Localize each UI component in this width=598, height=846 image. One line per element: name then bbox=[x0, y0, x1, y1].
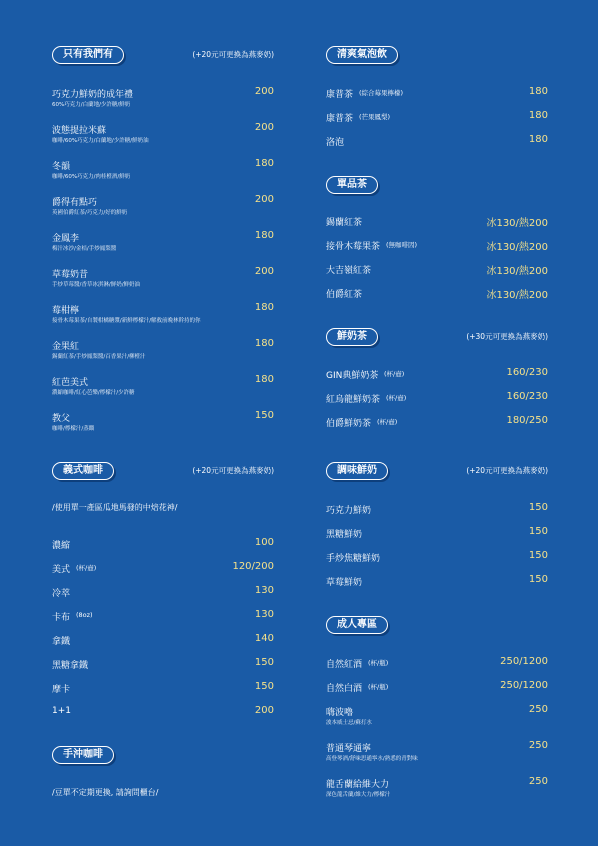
item-price: 200 bbox=[254, 194, 274, 205]
item-price: 160/230 bbox=[506, 391, 548, 402]
item-name: 黑糖拿鐵 bbox=[52, 661, 89, 671]
item-unit: (杯/壺) bbox=[386, 394, 407, 402]
item-description: 梅汁冰沙/金桔/手炒鳳梨醬 bbox=[52, 246, 117, 252]
item-description: 濃縮咖啡/紅心芭樂/檸檬汁/少許糖 bbox=[52, 390, 135, 396]
item-price: 150 bbox=[254, 410, 274, 421]
item-price: 160/230 bbox=[506, 367, 548, 378]
item-name: 濃縮 bbox=[52, 541, 71, 551]
item-name: 錫蘭紅茶 bbox=[326, 218, 363, 228]
item-price: 200 bbox=[254, 86, 274, 97]
item-name: 自然紅酒 bbox=[326, 660, 363, 670]
item-description: 波本威士忌/蘇打水 bbox=[326, 720, 372, 726]
item-price: 130 bbox=[254, 609, 274, 620]
item-price: 180 bbox=[528, 86, 548, 97]
item-name: 波態提拉米蘇 bbox=[52, 126, 107, 136]
item-price: 180 bbox=[254, 302, 274, 313]
item-name: 洛泡 bbox=[326, 138, 345, 148]
item-description: 接骨木莓果茶/自製柑橘糖漿/新鮮檸檬汁/解救前晚林幹持的你 bbox=[52, 318, 201, 324]
item-name: 龍舌蘭給維大力 bbox=[326, 780, 390, 790]
item-name: 黑糖鮮奶 bbox=[326, 530, 363, 540]
section-title: 只有我們有 bbox=[52, 46, 124, 64]
item-price: 200 bbox=[254, 266, 274, 277]
item-description: 英國伯爵紅茶/巧克力/好的鮮奶 bbox=[52, 210, 128, 216]
section-title: 清爽氣泡飲 bbox=[326, 46, 398, 64]
section-title: 單品茶 bbox=[326, 176, 378, 194]
section-pourover bbox=[52, 746, 274, 797]
section-only-us bbox=[52, 46, 274, 66]
item-name: 莓柑檸 bbox=[52, 306, 80, 316]
item-unit: (杯/壺) bbox=[384, 370, 405, 378]
item-description: 60%巧克力/白蘭地/少許糖/鮮奶 bbox=[52, 102, 131, 108]
item-name: 自然白酒 bbox=[326, 684, 363, 694]
item-price: 140 bbox=[254, 633, 274, 644]
item-price: 250 bbox=[528, 704, 548, 715]
item-description: 高登琴酒/舒味思通寧水/熟悉的青對味 bbox=[326, 756, 418, 762]
item-price: 180 bbox=[254, 374, 274, 385]
item-name: 伯爵鮮奶茶 bbox=[326, 419, 372, 429]
item-name: 康普茶 bbox=[326, 114, 354, 124]
item-price: 150 bbox=[528, 574, 548, 585]
item-price: 150 bbox=[254, 681, 274, 692]
item-price: 180 bbox=[528, 134, 548, 145]
item-description: 咖啡/60%巧克力/肉桂橙酒/鮮奶 bbox=[52, 174, 131, 180]
item-description: 錫蘭紅茶/手炒鳳梨醬/百香果汁/柳橙汁 bbox=[52, 354, 146, 360]
item-name: 普通琴通寧 bbox=[326, 744, 372, 754]
section-title: 調味鮮奶 bbox=[326, 462, 388, 480]
item-unit: (綜合莓果檸檬) bbox=[359, 89, 404, 97]
item-unit: (芒果鳳梨) bbox=[359, 113, 391, 121]
item-name: 美式 bbox=[52, 565, 71, 575]
item-price: 冰130/熱200 bbox=[486, 266, 548, 277]
item-price: 150 bbox=[528, 502, 548, 513]
item-name: 1+1 bbox=[52, 706, 71, 716]
item-price: 冰130/熱200 bbox=[486, 218, 548, 229]
item-price: 200 bbox=[254, 122, 274, 133]
item-name: 紅芭美式 bbox=[52, 378, 89, 388]
item-name: 大吉嶺紅茶 bbox=[326, 266, 372, 276]
item-name: 卡布 bbox=[52, 613, 71, 623]
item-price: 200 bbox=[254, 705, 274, 716]
item-name: 巧克力鮮奶的成年禮 bbox=[52, 90, 134, 100]
item-unit: (杯/瓶) bbox=[368, 659, 389, 667]
item-description: 深色龍舌蘭/維大力/檸檬汁 bbox=[326, 792, 391, 798]
item-price: 180/250 bbox=[506, 415, 548, 426]
item-name: 冷萃 bbox=[52, 589, 71, 599]
section-note: (+20元可更換為燕麥奶) bbox=[192, 50, 274, 59]
section-italian-coffee bbox=[52, 462, 274, 512]
item-description: 咖啡/檸檬汁/蒸餾 bbox=[52, 426, 95, 432]
item-name: 紅烏龍鮮奶茶 bbox=[326, 395, 381, 405]
item-price: 150 bbox=[528, 526, 548, 537]
item-name: 金鳳李 bbox=[52, 234, 80, 244]
item-name: 教父 bbox=[52, 414, 71, 424]
section-adult bbox=[326, 616, 548, 636]
item-name: 拿鐵 bbox=[52, 637, 71, 647]
item-price: 250 bbox=[528, 740, 548, 751]
item-name: 冬韻 bbox=[52, 162, 71, 172]
section-note: (+20元可更換為燕麥奶) bbox=[192, 466, 274, 475]
item-price: 冰130/熱200 bbox=[486, 290, 548, 301]
item-name: 草莓奶昔 bbox=[52, 270, 89, 280]
item-name: 嗨波嚕 bbox=[326, 708, 354, 718]
item-unit: (杯/壺) bbox=[377, 418, 398, 426]
item-price: 250 bbox=[528, 776, 548, 787]
item-name: 巧克力鮮奶 bbox=[326, 506, 372, 516]
section-sparkling bbox=[326, 46, 548, 66]
section-title: 鮮奶茶 bbox=[326, 328, 378, 346]
item-unit: (杯/壺) bbox=[76, 564, 97, 572]
item-name: 摩卡 bbox=[52, 685, 71, 695]
section-subnote: /使用單一產區瓜地馬發的中焙花神/ bbox=[52, 503, 178, 512]
item-name: 伯爵紅茶 bbox=[326, 290, 363, 300]
item-name: 金果紅 bbox=[52, 342, 80, 352]
item-description: 手炒草莓醬/香草冰淇淋/鮮奶/鮮奶油 bbox=[52, 282, 141, 288]
item-price: 130 bbox=[254, 585, 274, 596]
section-title: 手沖咖啡 bbox=[52, 746, 114, 764]
section-flavored-milk bbox=[326, 462, 548, 482]
item-unit: (杯/瓶) bbox=[368, 683, 389, 691]
item-price: 250/1200 bbox=[500, 680, 548, 691]
item-name: 草莓鮮奶 bbox=[326, 578, 363, 588]
item-price: 120/200 bbox=[232, 561, 274, 572]
section-tea bbox=[326, 176, 548, 196]
item-description: 咖啡/60%巧克力/白蘭地/少許糖/鮮奶油 bbox=[52, 138, 149, 144]
item-name: 手炒焦糖鮮奶 bbox=[326, 554, 381, 564]
item-unit: (8oz) bbox=[76, 611, 93, 619]
section-note: (+20元可更換為燕麥奶) bbox=[466, 466, 548, 475]
item-price: 180 bbox=[254, 338, 274, 349]
item-price: 180 bbox=[528, 110, 548, 121]
item-price: 180 bbox=[254, 158, 274, 169]
section-milk-tea bbox=[326, 328, 548, 348]
item-price: 冰130/熱200 bbox=[486, 242, 548, 253]
section-subnote: /豆單不定期更換, 請詢問櫃台/ bbox=[52, 788, 159, 797]
item-price: 180 bbox=[254, 230, 274, 241]
item-price: 150 bbox=[254, 657, 274, 668]
item-name: 接骨木莓果茶 bbox=[326, 242, 381, 252]
item-price: 250/1200 bbox=[500, 656, 548, 667]
section-title: 義式咖啡 bbox=[52, 462, 114, 480]
item-name: 康普茶 bbox=[326, 90, 354, 100]
item-price: 100 bbox=[254, 537, 274, 548]
item-price: 150 bbox=[528, 550, 548, 561]
section-note: (+30元可更換為燕麥奶) bbox=[466, 332, 548, 341]
item-name: 爵得有點巧 bbox=[52, 198, 98, 208]
item-unit: (無咖啡因) bbox=[386, 241, 418, 249]
section-title: 成人專區 bbox=[326, 616, 388, 634]
item-name: GIN典鮮奶茶 bbox=[326, 371, 379, 381]
